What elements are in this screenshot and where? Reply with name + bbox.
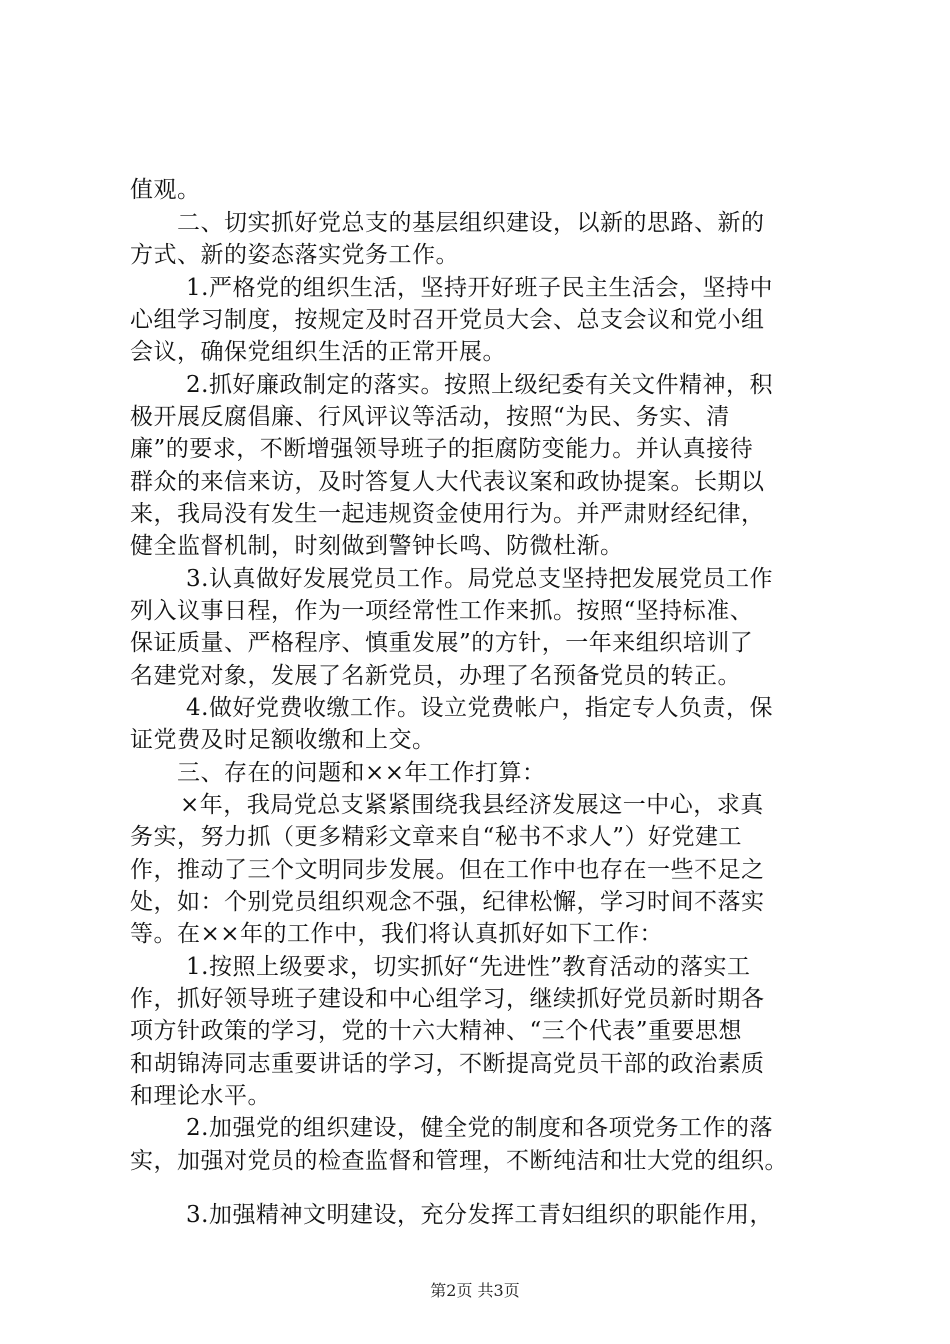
list-item-start: 3.加强精神文明建设，充分发挥工青妇组织的职能作用，	[186, 1202, 773, 1228]
text-line: 极开展反腐倡廉、行风评议等活动，按照“为民、务实、清	[130, 404, 730, 430]
text-line: 群众的来信来访，及时答复人大代表议案和政协提案。长期以	[130, 469, 765, 495]
text-line: 作，推动了三个文明同步发展。但在工作中也存在一些不足之	[130, 857, 765, 883]
page-number: 第2页 共3页	[430, 1281, 520, 1300]
text-line: 实，加强对党员的检查监督和管理，不断纯洁和壮大党的组织。	[130, 1148, 788, 1174]
list-item-start: 1.按照上级要求，切实抓好“先进性”教育活动的落实工	[186, 954, 751, 980]
list-item-start: 4.做好党费收缴工作。设立党费帐户，指定专人负责，保	[186, 695, 773, 721]
list-item-start: 1.严格党的组织生活，坚持开好班子民主生活会，坚持中	[186, 275, 773, 301]
text-line: 证党费及时足额收缴和上交。	[130, 727, 436, 753]
text-line: 名建党对象，发展了名新党员，办理了名预备党员的转正。	[130, 663, 741, 689]
text-line: 项方针政策的学习，党的十六大精神、“三个代表”重要思想	[130, 1018, 743, 1044]
text-line: 来，我局没有发生一起违规资金使用行为。并严肃财经纪律，	[130, 501, 765, 527]
section-heading: 三、存在的问题和××年工作打算：	[177, 760, 546, 786]
text-line: 廉”的要求，不断增强领导班子的拒腐防变能力。并认真接待	[130, 436, 754, 462]
text-line: 会议，确保党组织生活的正常开展。	[130, 339, 506, 365]
list-item-start: 2.抓好廉政制定的落实。按照上级纪委有关文件精神，积	[186, 372, 773, 398]
text-line: 处，如：个别党员组织观念不强，纪律松懈，学习时间不落实	[130, 889, 765, 915]
text-line: 和理论水平。	[130, 1083, 271, 1109]
section-heading: 二、切实抓好党总支的基层组织建设，以新的思路、新的	[177, 210, 765, 236]
list-item-start: 2.加强党的组织建设，健全党的制度和各项党务工作的落	[186, 1115, 773, 1141]
text-line: 务实，努力抓（更多精彩文章来自“秘书不求人”）好党建工	[130, 824, 743, 850]
text-line: 等。在××年的工作中，我们将认真抓好如下工作：	[130, 921, 664, 947]
text-line: 方式、新的姿态落实党务工作。	[130, 242, 459, 268]
text-line: 保证质量、严格程序、慎重发展”的方针，一年来组织培训了	[130, 630, 754, 656]
text-line: 值观。	[130, 177, 201, 203]
text-line: 列入议事日程，作为一项经常性工作来抓。按照“坚持标准、	[130, 598, 754, 624]
text-line: 心组学习制度，按规定及时召开党员大会、总支会议和党小组	[130, 307, 765, 333]
text-line: 作，抓好领导班子建设和中心组学习，继续抓好党员新时期各	[130, 986, 765, 1012]
paragraph-start: ×年，我局党总支紧紧围绕我县经济发展这一中心，求真	[180, 792, 764, 818]
text-line: 健全监督机制，时刻做到警钟长鸣、防微杜渐。	[130, 533, 624, 559]
list-item-start: 3.认真做好发展党员工作。局党总支坚持把发展党员工作	[186, 566, 773, 592]
text-line: 和胡锦涛同志重要讲话的学习，不断提高党员干部的政治素质	[130, 1051, 765, 1077]
